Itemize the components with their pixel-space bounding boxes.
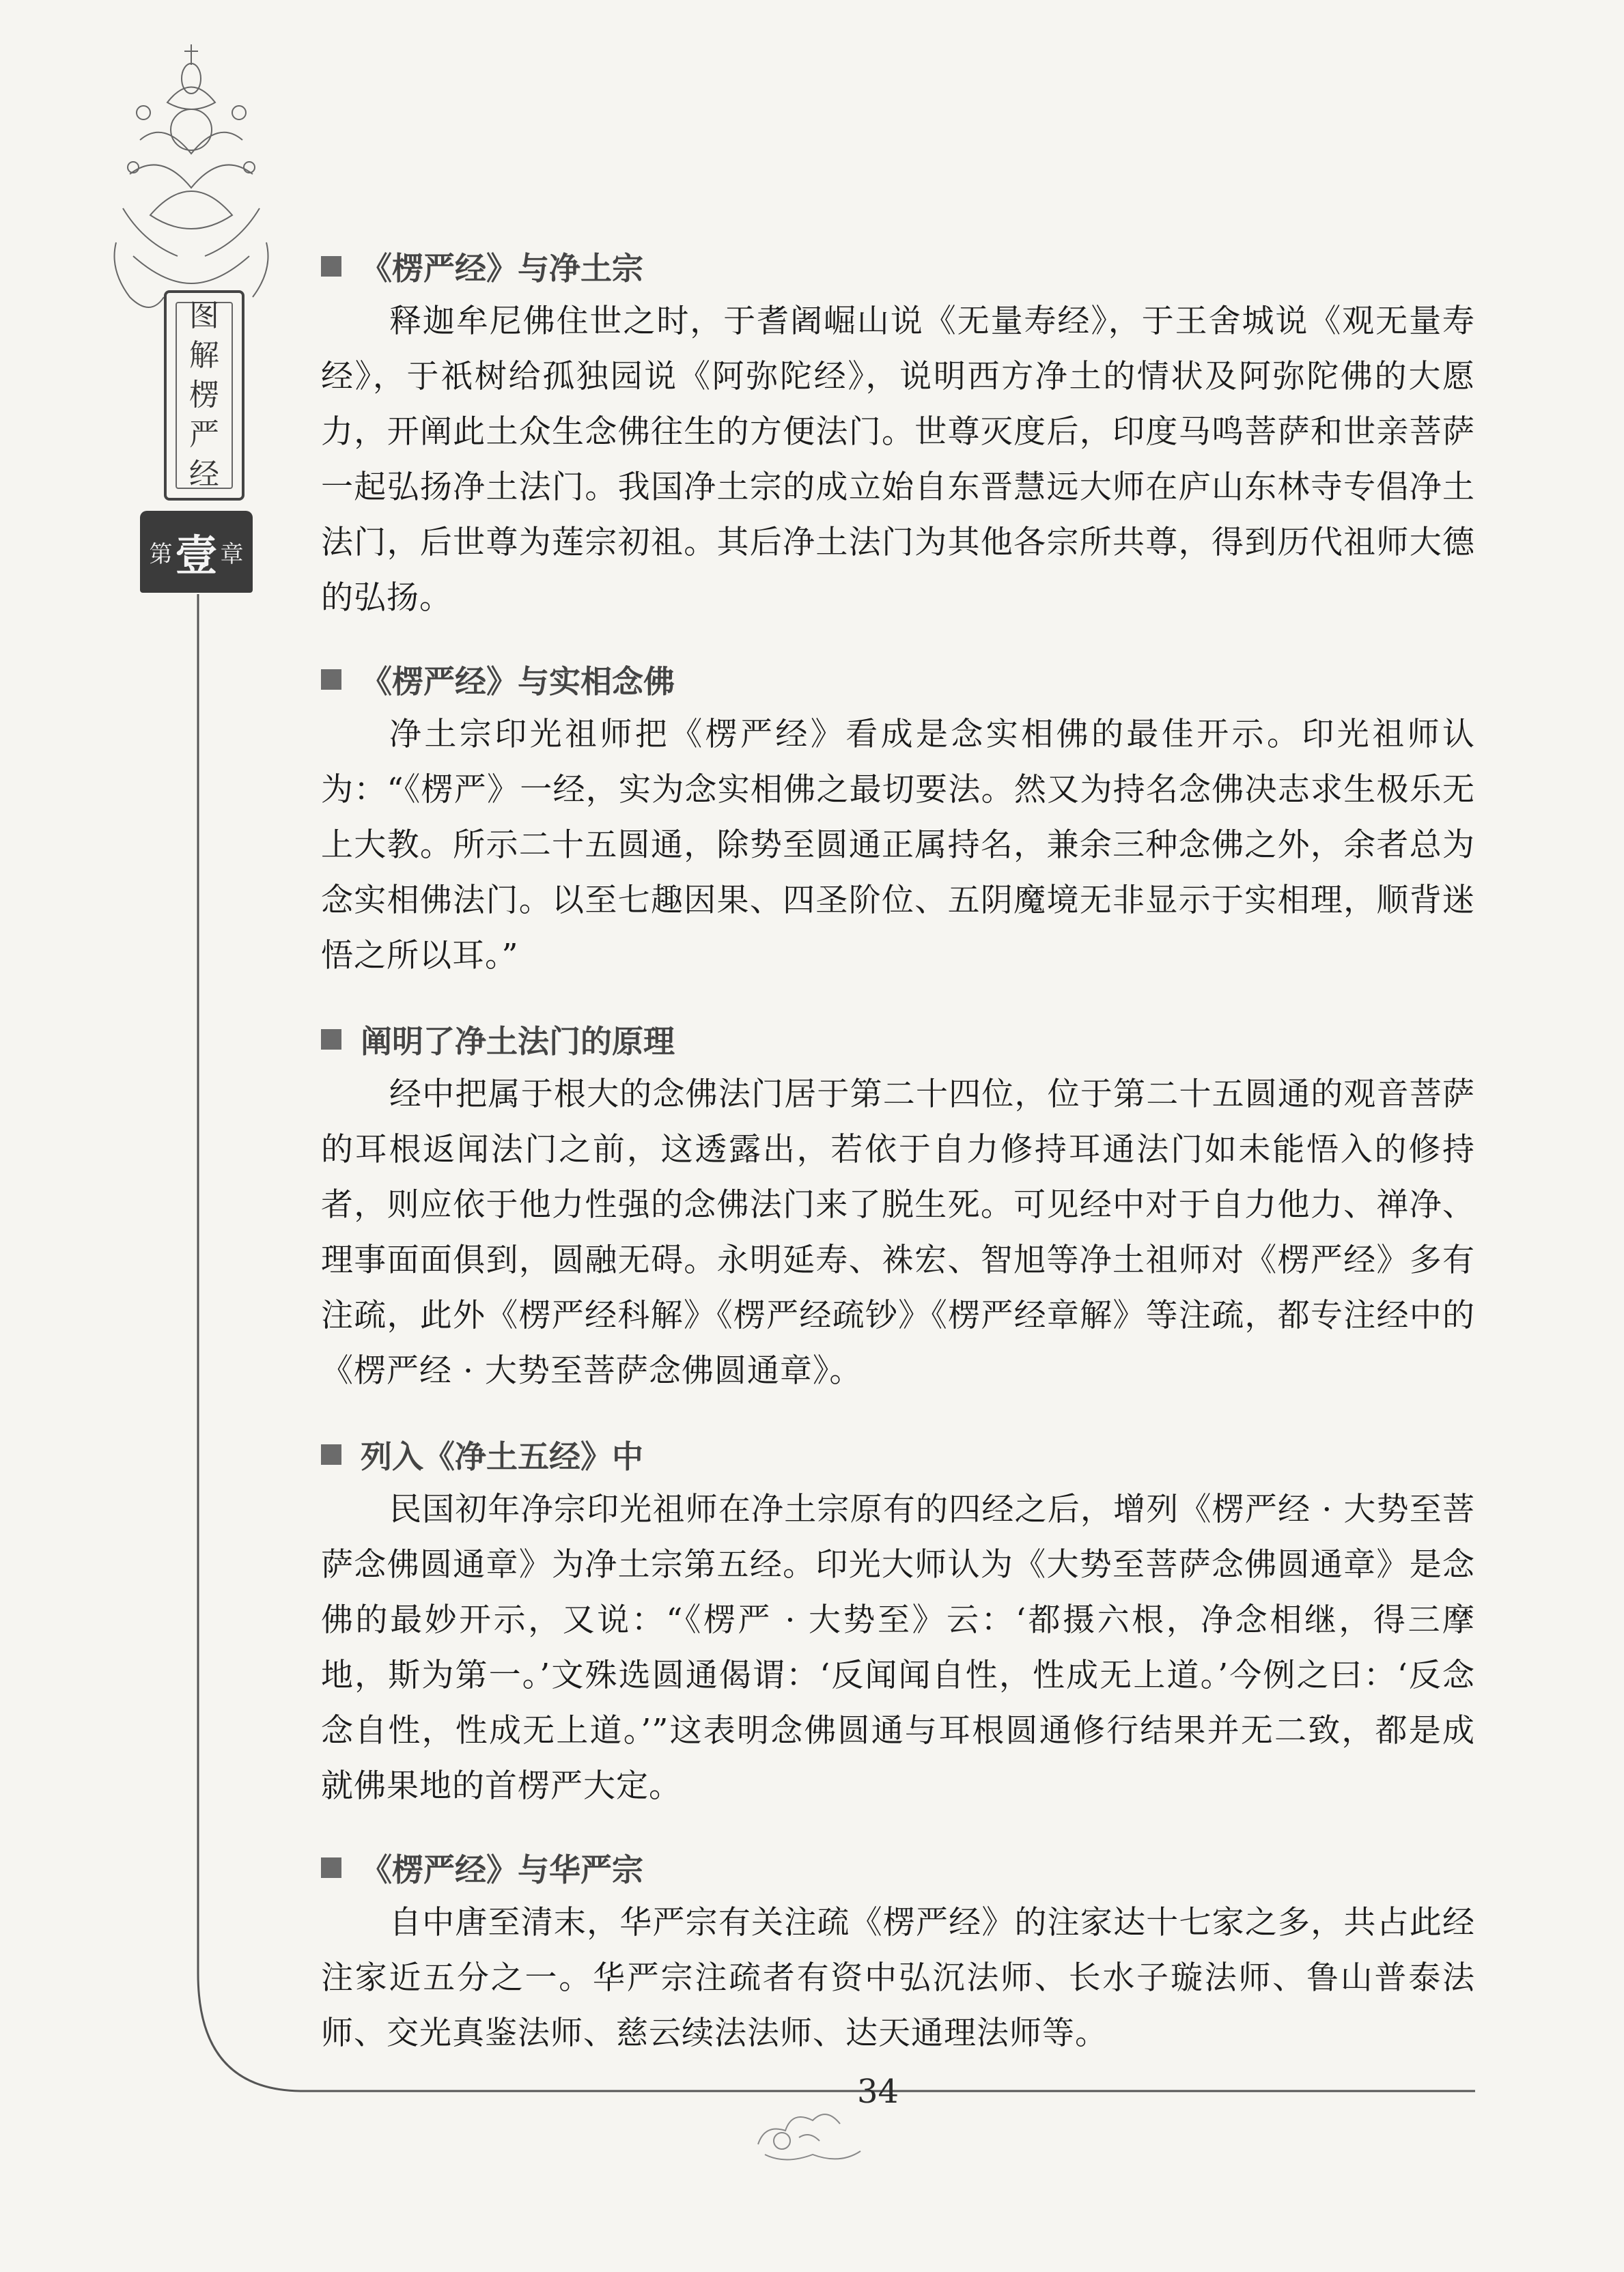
section-paragraph: 经中把属于根大的念佛法门居于第二十四位，位于第二十五圆通的观音菩萨的耳根返闻法门之前，这透露出，若依于自力修持耳通法门如未能悟入的修持者，则应依于他力性强的念佛法门来了脱生死。可见经中对于自力他力、禅净、理事面面俱到，圆融无碍。永明延寿、袾宏、智旭等净土祖师对《楞严经》多有注疏，此外《楞严经科解》《楞严经疏钞》《楞严经章解》等注疏，都专注经中的《楞严经 · 大势至菩萨念佛圆通章》。 — [321, 1076, 1475, 1390]
book-title-char: 解 — [189, 338, 219, 373]
section-paragraph: 自中唐至清末，华严宗有关注疏《楞严经》的注家达十七家之多，共占此经注家近五分之一。华严宗注疏者有资中弘沉法师、长水子璇法师、鲁山普泰法师、交光真鉴法师、慈云续法法师、达天通理法师等。 — [321, 1904, 1475, 2052]
heading-square-icon — [321, 256, 341, 277]
section-heading — [321, 1012, 675, 1067]
section-paragraph: 净土宗印光祖师把《楞严经》看成是念实相佛的最佳开示。印光祖师认为：“《楞严》一经，实为念实相佛之最切要法。然又为持名念佛决志求生极乐无上大教。所示二十五圆通，除势至圆通正属持名，兼余三种念佛之外，余者总为念实相佛法门。以至七趣因果、四圣阶位、五阴魔境无非显示于实相理，顺背迷悟之所以耳。” — [321, 716, 1475, 974]
book-title-char: 经 — [189, 457, 219, 492]
chapter-suffix: 章 — [220, 540, 244, 568]
section-heading — [321, 652, 675, 707]
section-heading-text: 阐明了净土法门的原理 — [361, 1023, 675, 1060]
page-number: 34 — [857, 2073, 899, 2111]
section-heading — [321, 239, 643, 294]
section-heading-text: 列入《净土五经》中 — [361, 1438, 643, 1475]
section-heading-text: 《楞严经》与华严宗 — [361, 1851, 643, 1888]
section-paragraph: 释迦牟尼佛住世之时，于耆阇崛山说《无量寿经》，于王舍城说《观无量寿经》，于祇树给孤独园说《阿弥陀经》，说明西方净土的情状及阿弥陀佛的大愿力，开阐此土众生念佛往生的方便法门。世尊灭度后，印度马鸣菩萨和世亲菩萨一起弘扬净土法门。我国净土宗的成立始自东晋慧远大师在庐山东林寺专倡净土法门，后世尊为莲宗初祖。其后净土法门为其他各宗所共尊，得到历代祖师大德的弘扬。 — [321, 303, 1475, 617]
book-title-char: 楞 — [189, 378, 219, 412]
section-heading — [321, 1840, 643, 1895]
book-title-char: 图 — [189, 298, 219, 333]
section-heading-text: 《楞严经》与实相念佛 — [361, 663, 675, 700]
heading-square-icon — [321, 669, 341, 690]
heading-square-icon — [321, 1857, 341, 1878]
book-title-char: 严 — [189, 417, 219, 452]
chapter-prefix: 第 — [149, 540, 173, 568]
heading-square-icon — [321, 1029, 341, 1050]
chapter-number: 壹 — [175, 530, 218, 580]
section-paragraph: 民国初年净宗印光祖师在净土宗原有的四经之后，增列《楞严经 · 大势至菩萨念佛圆通章》为净土宗第五经。印光大师认为《大势至菩萨念佛圆通章》是念佛的最妙开示，又说：“《楞严 · 大势至》云：‘都摄六根，净念相继，得三摩地，斯为第一。’文殊选圆通偈谓：‘反闻闻自性，性成无上道。’今例之曰：‘反念念自性，性成无上道。’”这表明念佛圆通与耳根圆通修行结果并无二致，都是成就佛果地的首楞严大定。 — [321, 1491, 1475, 1805]
heading-square-icon — [321, 1444, 341, 1465]
section-heading-text: 《楞严经》与净土宗 — [361, 250, 643, 287]
section-heading — [321, 1427, 643, 1482]
